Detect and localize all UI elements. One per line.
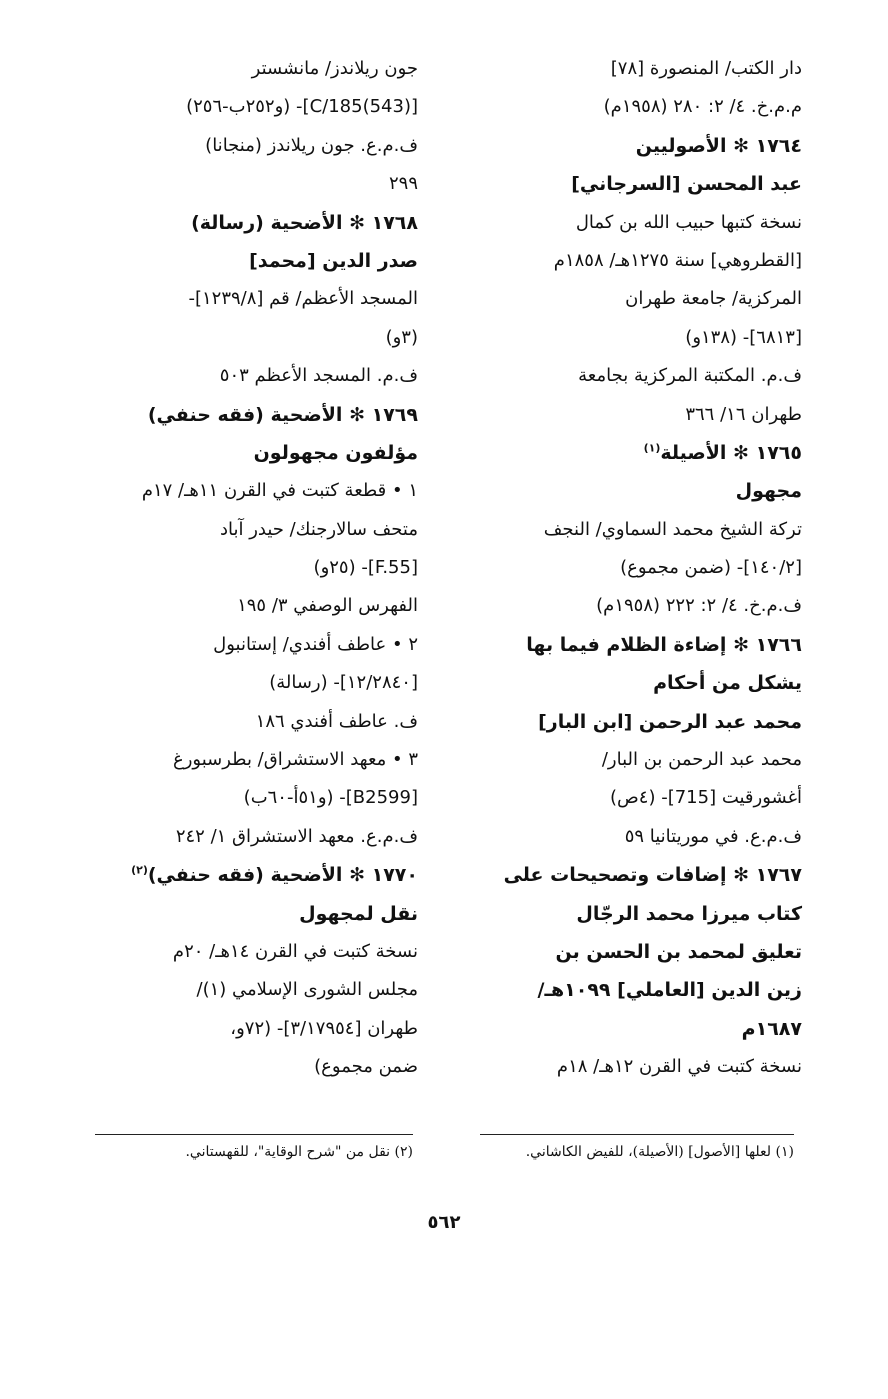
text-line: [B2599]- (و٥١أ-٦٠ب) <box>243 787 418 809</box>
text-line: ف.م. المكتبة المركزية بجامعة <box>578 365 802 387</box>
entry-heading: ١٧٦٧ ✻ إضافات وتصحيحات على <box>503 864 802 887</box>
author-line: محمد عبد الرحمن [ابن البار] <box>538 710 802 733</box>
text-line: ضمن مجموع) <box>314 1056 418 1078</box>
heading-text: ١٧٦٥ ✻ الأصيلة <box>660 441 802 464</box>
text-line: أغشورقيت [715]- (٤ص) <box>609 787 802 809</box>
text-line: ف.م. المسجد الأعظم ٥٠٣ <box>219 365 418 387</box>
text-line: [F.55]- (٢٥و) <box>313 557 418 579</box>
text-line: [٦٨١٣]- (١٣٨و) <box>685 326 802 348</box>
text-line: ف.م.خ. ٤/ ٢: ٢٢٢ (١٩٥٨م) <box>596 595 802 617</box>
text-line: [C/185(543)]- (و٢٥٢ب-٢٥٦) <box>186 96 418 118</box>
author-line: صدر الدين [محمد] <box>249 249 418 272</box>
text-line: [١٤٠/٢]- (ضمن مجموع) <box>620 557 802 579</box>
author-line: مؤلفون مجهولون <box>253 441 418 464</box>
footnote-marker: (١) <box>643 441 661 455</box>
text-line: مجلس الشورى الإسلامي (١)/ <box>196 979 418 1001</box>
text-line: ف. عاطف أفندي ١٨٦ <box>255 710 418 732</box>
author-line: زين الدين [العاملي] ١٠٩٩هـ/ <box>537 979 802 1002</box>
entry-heading: ١٧٦٤ ✻ الأصوليين <box>635 134 802 157</box>
heading-text: ١٧٧٠ ✻ الأضحية (فقه حنفي) <box>147 864 418 887</box>
text-line: م.م.خ. ٤/ ٢: ٢٨٠ (١٩٥٨م) <box>603 96 802 118</box>
text-line: (٣و) <box>385 326 418 348</box>
text-line: ف.م.ع. في موريتانيا ٥٩ <box>624 825 802 847</box>
list-item: ٢ • عاطف أفندي/ إستانبول <box>213 633 418 655</box>
author-line: مجهول <box>735 480 802 503</box>
left-column <box>78 50 418 1087</box>
text-line: [١٢/٢٨٤٠]- (رسالة) <box>269 672 418 694</box>
page-number: ٥٦٢ <box>427 1212 461 1233</box>
author-line: نقل لمجهول <box>299 902 418 925</box>
text-line: نسخة كتبها حبيب الله بن كمال <box>575 211 802 233</box>
text-line: طهران [٣/١٧٩٥٤]- (٧٢و، <box>230 1017 418 1039</box>
list-item: ١ • قطعة كتبت في القرن ١١هـ/ ١٧م <box>141 480 418 502</box>
entry-heading-cont: كتاب ميرزا محمد الرجّال <box>576 902 802 925</box>
right-column <box>462 50 802 1087</box>
footnote-divider <box>95 1134 413 1135</box>
footnote-divider <box>480 1134 794 1135</box>
text-line: ف.م.ع. معهد الاستشراق ١/ ٢٤٢ <box>175 825 418 847</box>
author-line: ١٦٨٧م <box>741 1017 802 1040</box>
text-line: ٢٩٩ <box>388 173 418 195</box>
text-line: محمد عبد الرحمن بن البار/ <box>601 749 802 771</box>
entry-heading-cont: يشكل من أحكام <box>653 672 802 695</box>
text-line: المركزية/ جامعة طهران <box>625 288 802 310</box>
text-line: طهران ١٦/ ٣٦٦ <box>685 403 802 425</box>
text-line: نسخة كتبت في القرن ١٢هـ/ ١٨م <box>556 1056 802 1078</box>
entry-heading: ١٧٦٩ ✻ الأضحية (فقه حنفي) <box>147 403 418 426</box>
entry-heading <box>78 856 418 894</box>
text-line: ف.م.ع. جون ريلاندز (منجانا) <box>205 134 418 156</box>
author-line: عبد المحسن [السرجاني] <box>571 173 802 196</box>
entry-heading: ١٧٦٨ ✻ الأضحية (رسالة) <box>191 211 418 234</box>
entry-heading: ١٧٦٦ ✻ إضاءة الظلام فيما بها <box>526 633 802 656</box>
text-line: دار الكتب/ المنصورة [٧٨] <box>610 58 802 79</box>
list-item: ٣ • معهد الاستشراق/ بطرسبورغ <box>173 749 418 771</box>
footnote: (٢) نقل من "شرح الوقاية"، للقهستاني. <box>185 1144 413 1160</box>
author-line: تعليق لمحمد بن الحسن بن <box>555 940 802 963</box>
text-line: [القطروهي] سنة ١٢٧٥هـ/ ١٨٥٨م <box>553 249 802 271</box>
entry-heading <box>462 434 802 472</box>
text-line: متحف سالارجنك/ حيدر آباد <box>219 518 418 540</box>
footnote: (١) لعلها [الأصول] (الأصيلة)، للفيض الكاشاني. <box>525 1144 794 1160</box>
text-line: الفهرس الوصفي ٣/ ١٩٥ <box>237 595 418 617</box>
text-line: تركة الشيخ محمد السماوي/ النجف <box>543 518 802 540</box>
text-line: المسجد الأعظم/ قم [١٢٣٩/٨]- <box>188 288 418 310</box>
text-line: نسخة كتبت في القرن ١٤هـ/ ٢٠م <box>172 940 418 962</box>
footnote-marker: (٢) <box>131 863 148 877</box>
text-line: جون ريلاندز/ مانشستر <box>251 58 418 79</box>
